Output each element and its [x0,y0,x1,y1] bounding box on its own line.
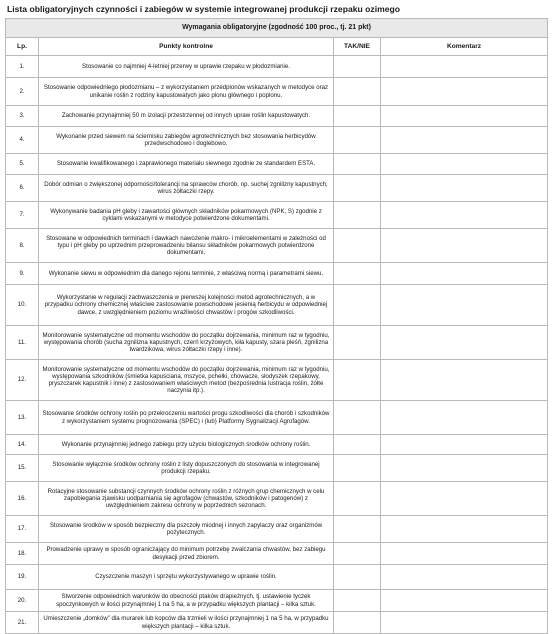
row-text: Stosowane w odpowiednich terminach i dawkach nawożenie makro- i mikroelementami w zależności od typu i pH gleby po uprzednim przeprowadzeniu bilansu składników pokarmowych potwierdzone dokumentami. [39,229,334,263]
column-header-lp: Lp. [6,38,39,56]
row-number: 14. [6,435,39,455]
column-header-row [6,38,548,56]
row-text: Umieszczenie „domków” dla murarek lub kopców dla trzmieli w ilości przynajmniej 1 na 5 ha, w przypadku większych plantacji – kilka sztuk. [39,612,334,634]
comment-cell[interactable] [381,401,548,435]
comment-cell[interactable] [381,516,548,543]
table-row [6,127,548,154]
tak-nie-cell[interactable] [334,229,381,263]
checklist-table [5,18,548,634]
document-title: Lista obligatoryjnych czynności i zabiegów w systemie integrowanej produkcji rzepaku ozimego [7,4,401,14]
row-number: 13. [6,401,39,435]
tak-nie-cell[interactable] [334,590,381,612]
row-text: Dobór odmian o zwiększonej odporności/tolerancji na sprawców chorób, np. suchej zgnilizny kapustnych, wirus żółtaczki rzepy. [39,175,334,202]
comment-cell[interactable] [381,482,548,516]
comment-cell[interactable] [381,202,548,229]
tak-nie-cell[interactable] [334,78,381,106]
comment-cell[interactable] [381,543,548,565]
table-row [6,516,548,543]
comment-cell[interactable] [381,590,548,612]
table-row [6,263,548,285]
tak-nie-cell[interactable] [334,202,381,229]
row-text: Stosowanie co najmniej 4-letniej przerwy w uprawie rzepaku w płodozmianie. [39,56,334,78]
row-number: 1. [6,56,39,78]
tak-nie-cell[interactable] [334,482,381,516]
row-number: 15. [6,455,39,482]
comment-cell[interactable] [381,229,548,263]
row-text: Wykonanie przynajmniej jednego zabiegu przy użyciu biologicznych środków ochrony roślin. [39,435,334,455]
comment-cell[interactable] [381,78,548,106]
tak-nie-cell[interactable] [334,612,381,634]
row-number: 21. [6,612,39,634]
row-text: Stosowanie środków w sposób bezpieczny dla pszczoły miodnej i innych zapylaczy oraz organizmów pożytecznych. [39,516,334,543]
tak-nie-cell[interactable] [334,360,381,401]
row-text: Wykorzystanie w regulacji zachwaszczenia w pierwszej kolejności metod agrotechnicznych, a w przypadku ochrony chemicznej właściwe zastosowanie powschodowe jesienią herbicydu w odpowiedniej dawce, z uwzględnieniem poziomu wrażliwości chwastów i progów szkodliwości. [39,285,334,326]
row-number: 16. [6,482,39,516]
table-row [6,565,548,590]
row-number: 6. [6,175,39,202]
section-header-row [6,19,548,38]
row-number: 19. [6,565,39,590]
tak-nie-cell[interactable] [334,263,381,285]
column-header-punkty: Punkty kontrolne [39,38,334,56]
row-text: Stworzenie odpowiednich warunków do obecności ptaków drapieżnych, tj. ustawienie tyczek spoczynkowych w ilości przynajmniej 1 na 5 ha, a w przypadku większych plantacji – kilka sztuk. [39,590,334,612]
row-text: Stosowanie wyłącznie środków ochrony roślin z listy dopuszczonych do stosowania w integrowanej produkcji rzepaku. [39,455,334,482]
comment-cell[interactable] [381,106,548,127]
column-header-taknie: TAK/NIE [334,38,381,56]
row-number: 8. [6,229,39,263]
table-row [6,482,548,516]
row-text: Monitorowanie systematyczne od momentu wschodów do początku dojrzewania, minimum raz w tygodniu, występowania chorób (sucha zgnilizna kapustnych, czerń krzyżowych, kiła kapusty, szara pleśń, zgnilizna twardzikowa, wirus żółtaczki rzepy i inne). [39,326,334,360]
row-number: 2. [6,78,39,106]
row-text: Prowadzenie uprawy w sposób ograniczający do minimum potrzebę zwalczania chwastów, bez zabiegu desykacji przed zbiorem. [39,543,334,565]
table-row [6,590,548,612]
tak-nie-cell[interactable] [334,106,381,127]
comment-cell[interactable] [381,154,548,175]
row-number: 10. [6,285,39,326]
table-row [6,401,548,435]
section-header: Wymagania obligatoryjne (zgodność 100 proc., tj. 21 pkt) [6,19,548,38]
row-number: 17. [6,516,39,543]
comment-cell[interactable] [381,565,548,590]
table-row [6,612,548,634]
tak-nie-cell[interactable] [334,455,381,482]
table-row [6,229,548,263]
tak-nie-cell[interactable] [334,56,381,78]
row-text: Rotacyjne stosowanie substancji czynnych środków ochrony roślin z różnych grup chemicznych w celu zapobiegania zjawisku uodparniania się agrofagów (chwastów, szkodników i patogenów) z uwzględnieniem zakresu ochrony w poprzednich sezonach. [39,482,334,516]
row-text: Wykonywanie badania pH gleby i zawartości głównych składników pokarmowych (NPK, S) zgodnie z cyklami wskazanymi w metodyce potwierdzone dokumentami. [39,202,334,229]
table-row [6,360,548,401]
tak-nie-cell[interactable] [334,326,381,360]
comment-cell[interactable] [381,285,548,326]
row-number: 5. [6,154,39,175]
table-row [6,175,548,202]
row-number: 12. [6,360,39,401]
comment-cell[interactable] [381,455,548,482]
row-number: 11. [6,326,39,360]
row-text: Stosowanie środków ochrony roślin po przekroczeniu wartości progu szkodliwości dla chorób i szkodników z wykorzystaniem systemu prognozowania (SPEC) i (lub) Platformy Sygnalizacji Agrofagów. [39,401,334,435]
row-text: Wykonanie przed siewem na ściernisku zabiegów agrotechnicznych bez stosowania herbicydów przedwschodowo i doglebowo. [39,127,334,154]
comment-cell[interactable] [381,56,548,78]
row-text: Czyszczenie maszyn i sprzętu wykorzystywanego w uprawie roślin. [39,565,334,590]
comment-cell[interactable] [381,360,548,401]
row-number: 9. [6,263,39,285]
table-row [6,543,548,565]
comment-cell[interactable] [381,326,548,360]
tak-nie-cell[interactable] [334,435,381,455]
row-text: Zachowanie przynajmniej 50 m izolacji przestrzennej od innych upraw roślin kapustowatych. [39,106,334,127]
row-number: 4. [6,127,39,154]
comment-cell[interactable] [381,127,548,154]
table-row [6,154,548,175]
row-number: 3. [6,106,39,127]
row-number: 18. [6,543,39,565]
row-text: Monitorowanie systematyczne od momentu wschodów do początku dojrzewania, minimum raz w tygodniu, występowania szkodników (śmietka kapuściana, mszyce, pchełki, chowacze, słodyszek rzepakowy, pryszczarek kapustnik i inne) z zastosowaniem właściwych metod (bezpośrednia lustracja roślin, żółte naczynia itp.). [39,360,334,401]
tak-nie-cell[interactable] [334,543,381,565]
row-number: 7. [6,202,39,229]
row-text: Stosowanie odpowiedniego płodozmianu – z wykorzystaniem przedplonów wskazanych w metodyce oraz unikanie roślin z rodziny kapustowatych jako plonu głównego i poplonu. [39,78,334,106]
tak-nie-cell[interactable] [334,175,381,202]
tak-nie-cell[interactable] [334,565,381,590]
table-row [6,285,548,326]
row-text: Stosowanie kwalifikowanego i zaprawionego materiału siewnego zgodnie ze standardem ESTA. [39,154,334,175]
table-row [6,326,548,360]
table-row [6,78,548,106]
table-row [6,106,548,127]
tak-nie-cell[interactable] [334,285,381,326]
comment-cell[interactable] [381,263,548,285]
table-row [6,56,548,78]
tak-nie-cell[interactable] [334,401,381,435]
table-row [6,435,548,455]
comment-cell[interactable] [381,175,548,202]
comment-cell[interactable] [381,612,548,634]
comment-cell[interactable] [381,435,548,455]
tak-nie-cell[interactable] [334,516,381,543]
table-row [6,202,548,229]
tak-nie-cell[interactable] [334,154,381,175]
tak-nie-cell[interactable] [334,127,381,154]
row-number: 20. [6,590,39,612]
table-row [6,455,548,482]
column-header-komentarz: Komentarz [381,38,548,56]
row-text: Wykonanie siewu w odpowiednim dla danego rejonu terminie, z właściwą normą i parametrami siewu. [39,263,334,285]
